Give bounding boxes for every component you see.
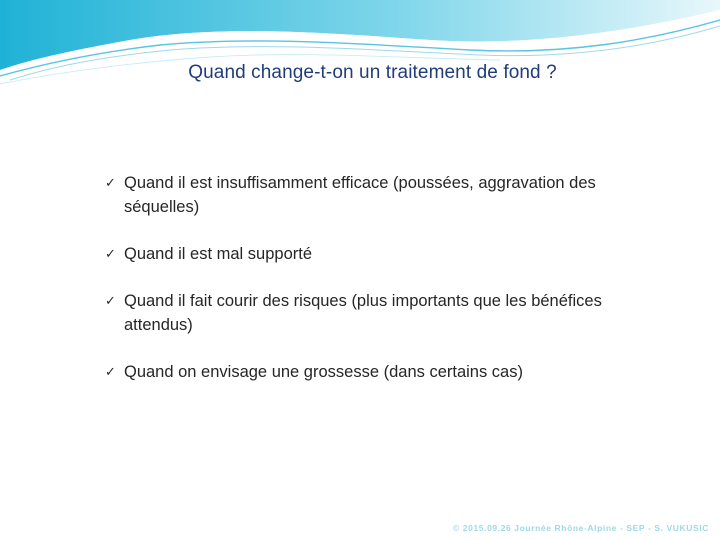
bullet-text: Quand on envisage une grossesse (dans certains cas) — [124, 363, 523, 381]
bullet-list — [105, 171, 628, 384]
check-icon: ✓ — [105, 246, 116, 261]
bullet-item — [105, 171, 628, 219]
bullet-text: Quand il est mal supporté — [124, 245, 313, 263]
slide-title: Quand change-t-on un traitement de fond ? — [188, 62, 557, 83]
bullet-text: Quand il est insuffisamment efficace (poussées, aggravation des séquelles) — [124, 174, 596, 216]
check-icon: ✓ — [105, 293, 116, 308]
check-icon: ✓ — [105, 175, 116, 190]
check-icon: ✓ — [105, 364, 116, 379]
bullet-text: Quand il fait courir des risques (plus importants que les bénéfices attendus) — [124, 292, 602, 334]
bullet-item — [105, 360, 628, 384]
bullet-item — [105, 289, 628, 337]
footer-copyright: © 2015.09.26 Journée Rhône-Alpine - SEP - S. VUKUSIC — [452, 523, 709, 533]
bullet-item — [105, 242, 628, 266]
